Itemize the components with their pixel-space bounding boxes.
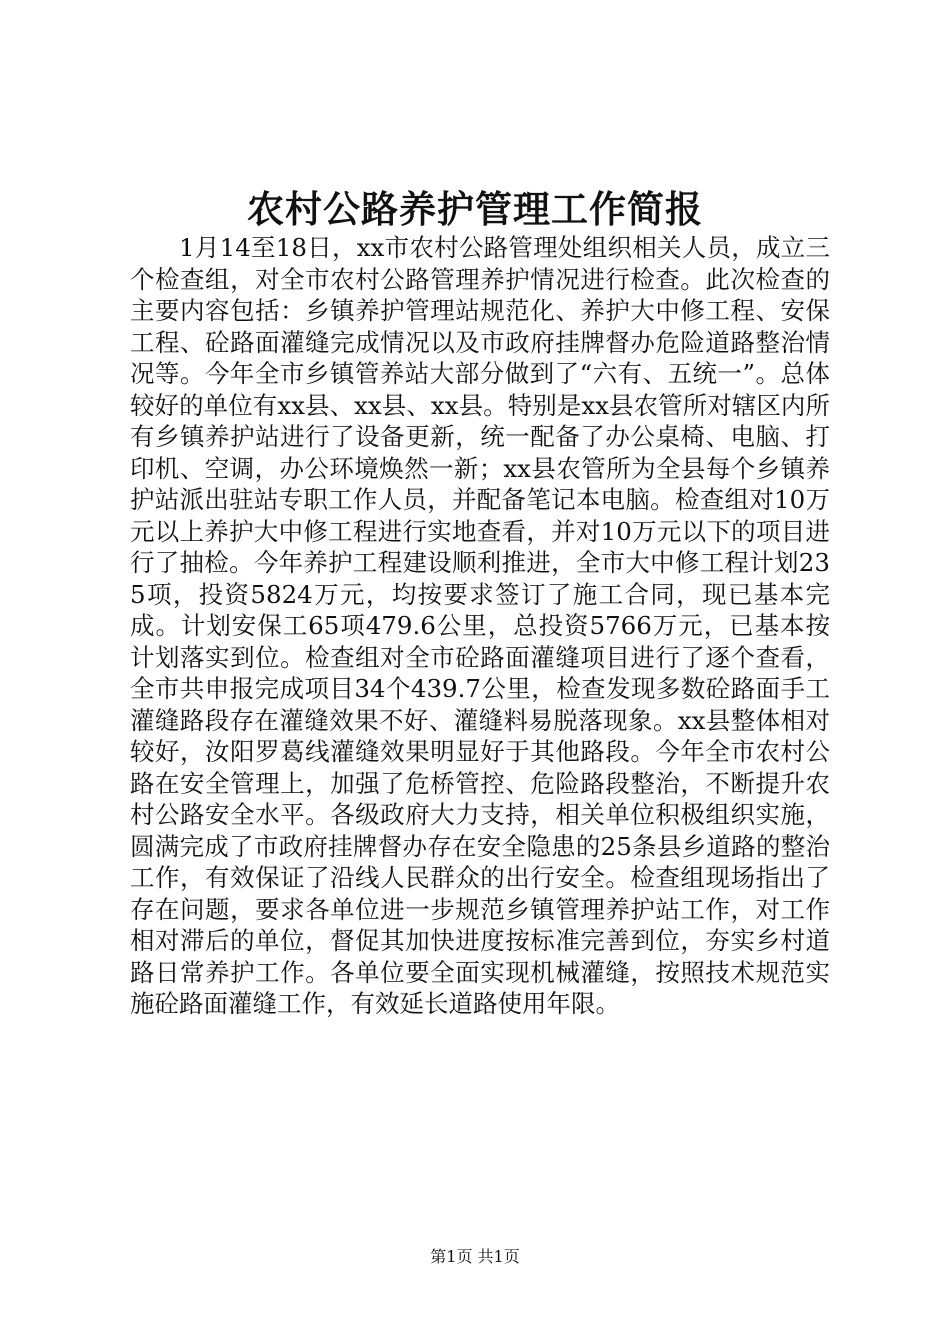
document-title: 农村公路养护管理工作简报: [247, 187, 703, 231]
page-number-footer: 第1页 共1页: [430, 1247, 520, 1266]
document-body-paragraph: 1月14至18日，xx市农村公路管理处组织相关人员，成立三个检查组，对全市农村公路管理养护情况进行检查。此次检查的主要内容包括：乡镇养护管理站规范化、养护大中修工程、安保工程、砼路面灌缝完成情况以及市政府挂牌督办危险道路整治情况等。今年全市乡镇管养站大部分做到了“六有、五统一”。总体较好的单位有xx县、xx县、xx县。特别是xx县农管所对辖区内所有乡镇养护站进行了设备更新，统一配备了办公桌椅、电脑、打印机、空调，办公环境焕然一新；xx县农管所为全县每个乡镇养护站派出驻站专职工作人员，并配备笔记本电脑。检查组对10万元以上养护大中修工程进行实地查看，并对10万元以下的项目进行了抽检。今年养护工程建设顺利推进，全市大中修工程计划235项，投资5824万元，均按要求签订了施工合同，现已基本完成。计划安保工65项479.6公里，总投资5766万元，已基本按计划落实到位。检查组对全市砼路面灌缝项目进行了逐个查看，全市共申报完成项目34个439.7公里，检查发现多数砼路面手工灌缝路段存在灌缝效果不好、灌缝料易脱落现象。xx县整体相对较好，汝阳罗葛线灌缝效果明显好于其他路段。今年全市农村公路在安全管理上，加强了危桥管控、危险路段整治，不断提升农村公路安全水平。各级政府大力支持，相关单位积极组织实施，圆满完成了市政府挂牌督办存在安全隐患的25条县乡道路的整治工作，有效保证了沿线人民群众的出行安全。检查组现场指出了存在问题，要求各单位进一步规范乡镇管理养护站工作，对工作相对滞后的单位，督促其加快进度按标准完善到位，夯实乡村道路日常养护工作。各单位要全面实现机械灌缝，按照技术规范实施砼路面灌缝工作，有效延长道路使用年限。: [130, 233, 830, 1018]
